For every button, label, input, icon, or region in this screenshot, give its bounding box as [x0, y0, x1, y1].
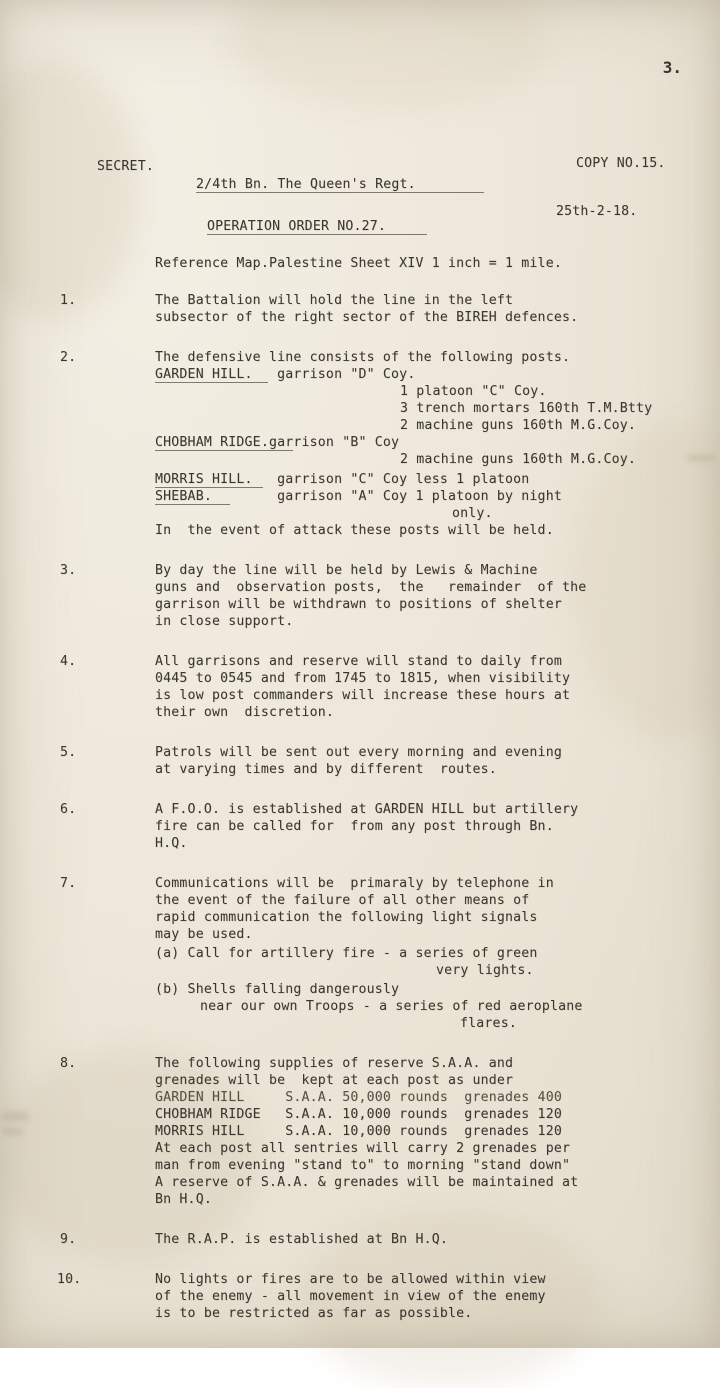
paragraph-2-line-11: In the event of attack these posts will be held.	[155, 523, 554, 538]
paragraph-2-line-10: only.	[452, 506, 493, 521]
paragraph-number-6: 6.	[60, 802, 77, 817]
paragraph-8-line-9: Bn H.Q.	[155, 1192, 212, 1207]
classification-marking: SECRET.	[97, 159, 154, 174]
paragraph-10-line-2: of the enemy - all movement in view of the enemy	[155, 1289, 546, 1304]
paragraph-3-line-1: By day the line will be held by Lewis & Machine	[155, 563, 538, 578]
paragraph-7-line-3: rapid communication the following light signals	[155, 910, 538, 925]
garden-hill-underline	[155, 382, 268, 383]
paragraph-6-line-3: H.Q.	[155, 836, 188, 851]
paragraph-6-line-2: fire can be called for from any post through Bn.	[155, 819, 554, 834]
paragraph-number-3: 3.	[60, 563, 77, 578]
paragraph-2-line-9: SHEBAB. garrison "A" Coy 1 platoon by night	[155, 489, 562, 504]
order-title-underline	[207, 234, 427, 235]
paragraph-7-line-7: (b) Shells falling dangerously	[155, 982, 400, 997]
unit-title-underline	[196, 192, 484, 193]
paragraph-4-line-4: their own discretion.	[155, 705, 335, 720]
paragraph-4-line-2: 0445 to 0545 and from 1745 to 1815, when visibility	[155, 671, 571, 686]
paragraph-9-line-1: The R.A.P. is established at Bn H.Q.	[155, 1232, 449, 1247]
paragraph-1-line-1: The Battalion will hold the line in the left	[155, 293, 514, 308]
document-date: 25th-2-18.	[556, 204, 638, 219]
paragraph-2-line-6: CHOBHAM RIDGE.garrison "B" Coy	[155, 435, 400, 450]
paragraph-7-line-9: flares.	[460, 1016, 517, 1031]
chobham-ridge-underline	[155, 450, 293, 451]
paragraph-8-line-7: man from evening "stand to" to morning "stand down"	[155, 1158, 571, 1173]
paragraph-8-line-1: The following supplies of reserve S.A.A. and	[155, 1056, 514, 1071]
order-title: OPERATION ORDER NO.27.	[207, 219, 387, 234]
paragraph-number-8: 8.	[60, 1056, 77, 1071]
paragraph-3-line-2: guns and observation posts, the remainder of the	[155, 580, 587, 595]
paragraph-8-line-3: GARDEN HILL S.A.A. 50,000 rounds grenades 400	[155, 1090, 562, 1105]
paragraph-number-9: 9.	[60, 1232, 77, 1247]
paragraph-7-line-4: may be used.	[155, 927, 253, 942]
page-number: 3.	[662, 58, 682, 77]
paragraph-3-line-4: in close support.	[155, 614, 294, 629]
paragraph-2-line-2: GARDEN HILL. garrison "D" Coy.	[155, 367, 416, 382]
paragraph-number-10: 10.	[57, 1272, 82, 1287]
paragraph-2-line-5: 2 machine guns 160th M.G.Coy.	[400, 418, 637, 433]
paragraph-10-line-3: is to be restricted as far as possible.	[155, 1306, 473, 1321]
paragraph-5-line-1: Patrols will be sent out every morning and evening	[155, 745, 562, 760]
unit-title: 2/4th Bn. The Queen's Regt.	[196, 177, 416, 192]
paragraph-10-line-1: No lights or fires are to be allowed within view	[155, 1272, 546, 1287]
paragraph-8-line-4: CHOBHAM RIDGE S.A.A. 10,000 rounds grenades 120	[155, 1107, 562, 1122]
copy-number: COPY NO.15.	[576, 156, 666, 171]
paragraph-8-line-8: A reserve of S.A.A. & grenades will be maintained at	[155, 1175, 579, 1190]
paragraph-8-line-2: grenades will be kept at each post as under	[155, 1073, 514, 1088]
paragraph-2-line-4: 3 trench mortars 160th T.M.Btty	[400, 401, 653, 416]
paragraph-2-line-7: 2 machine guns 160th M.G.Coy.	[400, 452, 637, 467]
paragraph-number-7: 7.	[60, 876, 77, 891]
reference-line: Reference Map.Palestine Sheet XIV 1 inch = 1 mile.	[155, 256, 562, 271]
paragraph-4-line-3: is low post commanders will increase these hours at	[155, 688, 571, 703]
paragraph-2-line-8: MORRIS HILL. garrison "C" Coy less 1 platoon	[155, 472, 530, 487]
paragraph-8-line-5: MORRIS HILL S.A.A. 10,000 rounds grenades 120	[155, 1124, 562, 1139]
paragraph-2-line-3: 1 platoon "C" Coy.	[400, 384, 547, 399]
paragraph-8-line-6: At each post all sentries will carry 2 grenades per	[155, 1141, 571, 1156]
paragraph-5-line-2: at varying times and by different routes.	[155, 762, 497, 777]
paragraph-number-5: 5.	[60, 745, 77, 760]
paragraph-1-line-2: subsector of the right sector of the BIREH defences.	[155, 310, 579, 325]
shebab-underline	[155, 504, 230, 505]
paragraph-7-line-2: the event of the failure of all other means of	[155, 893, 530, 908]
paragraph-7-line-1: Communications will be primaraly by telephone in	[155, 876, 554, 891]
paragraph-7-line-8: near our own Troops - a series of red aeroplane	[200, 999, 583, 1014]
paragraph-7-line-6: very lights.	[436, 963, 534, 978]
paragraph-4-line-1: All garrisons and reserve will stand to daily from	[155, 654, 562, 669]
paragraph-number-1: 1.	[60, 293, 77, 308]
paragraph-number-4: 4.	[60, 654, 77, 669]
paragraph-3-line-3: garrison will be withdrawn to positions of shelter	[155, 597, 562, 612]
paragraph-7-line-5: (a) Call for artillery fire - a series of green	[155, 946, 538, 961]
paragraph-2-line-1: The defensive line consists of the following posts.	[155, 350, 571, 365]
paragraph-number-2: 2.	[60, 350, 77, 365]
paragraph-6-line-1: A F.O.O. is established at GARDEN HILL but artillery	[155, 802, 579, 817]
